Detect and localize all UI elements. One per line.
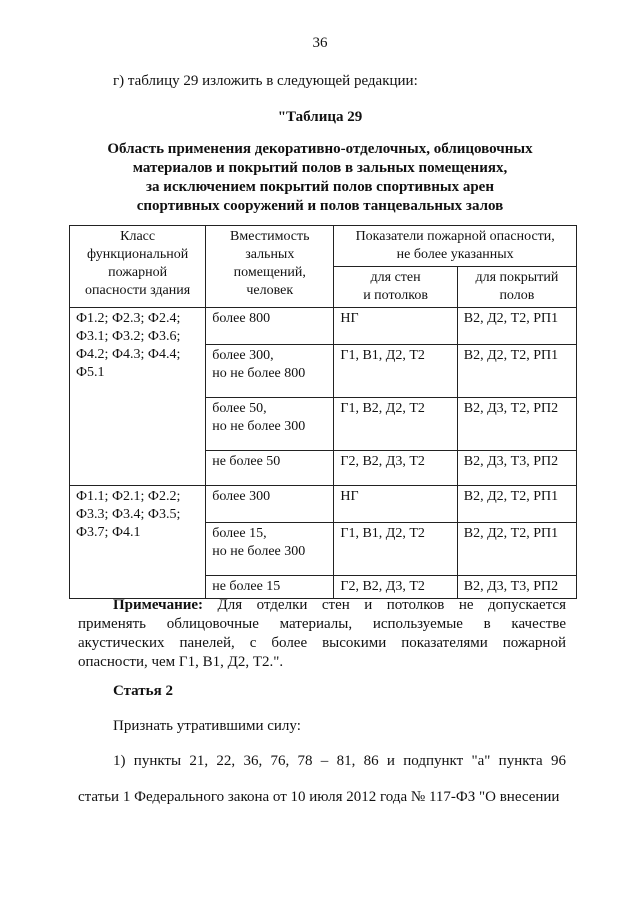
table-title-line: материалов и покрытий полов в зальных помещениях, (132, 160, 508, 176)
capacity-cell: более 300 (206, 486, 334, 523)
capacity-cell: не более 50 (206, 451, 334, 486)
floors-cell: В2, Д3, Т3, РП2 (457, 451, 576, 486)
walls-cell: Г1, В1, Д2, Т2 (334, 523, 457, 576)
table-row (70, 308, 577, 345)
intro-text: г) таблицу 29 изложить в следующей редакции: (113, 73, 418, 89)
capacity-cell: не более 15 (206, 576, 334, 599)
floors-cell: В2, Д2, Т2, РП1 (457, 523, 576, 576)
table-note: Примечание: Для отделки стен и потолков не допускается применять облицовочные материалы, используемые в качестве акустических панелей, с более высокими показателями пожарной опасности, чем Г1, В1, Д2, Т2.". (78, 597, 566, 670)
walls-cell: Г2, В2, Д3, Т2 (334, 576, 457, 599)
article-heading: Статья 2 (113, 683, 173, 699)
recognize-text: Признать утратившими силу: (113, 718, 301, 734)
table-title-line: за исключением покрытий полов спортивных арен (146, 179, 494, 195)
walls-cell: Г2, В2, Д3, Т2 (334, 451, 457, 486)
capacity-cell: более 300, но не более 800 (206, 345, 334, 398)
capacity-cell: более 800 (206, 308, 334, 345)
item1-line2: статьи 1 Федерального закона от 10 июля 2012 года № 117-ФЗ "О внесении (78, 789, 560, 805)
walls-cell: НГ (334, 308, 457, 345)
table-title-line: Область применения декоративно-отделочных, облицовочных (107, 141, 533, 157)
capacity-cell: более 50, но не более 300 (206, 398, 334, 451)
floors-cell: В2, Д2, Т2, РП1 (457, 345, 576, 398)
item1-line1: 1) пункты 21, 22, 36, 76, 78 – 81, 86 и подпункт "а" пункта 96 (113, 753, 566, 769)
table-title-line: спортивных сооружений и полов танцевальных залов (136, 198, 504, 214)
capacity-cell: более 15, но не более 300 (206, 523, 334, 576)
walls-cell: Г1, В2, Д2, Т2 (334, 398, 457, 451)
class-cell: Ф1.1; Ф2.1; Ф2.2; Ф3.3; Ф3.4; Ф3.5; Ф3.7; Ф4.1 (70, 486, 206, 599)
table-label: "Таблица 29 (277, 109, 363, 125)
fire-safety-table (69, 225, 577, 599)
header-class: Класс функциональной пожарной опасности здания (70, 226, 206, 308)
floors-cell: В2, Д2, Т2, РП1 (457, 308, 576, 345)
floors-cell: В2, Д2, Т2, РП1 (457, 486, 576, 523)
header-floors: для покрытий полов (457, 267, 576, 308)
note-label: Примечание: (113, 597, 204, 613)
walls-cell: НГ (334, 486, 457, 523)
header-walls: для стен и потолков (334, 267, 457, 308)
table-title (60, 140, 580, 216)
floors-cell: В2, Д3, Т2, РП2 (457, 398, 576, 451)
page-number: 36 (312, 35, 328, 51)
header-capacity: Вместимость зальных помещений, человек (206, 226, 334, 308)
floors-cell: В2, Д3, Т3, РП2 (457, 576, 576, 599)
header-indicators: Показатели пожарной опасности, не более указанных (334, 226, 577, 267)
class-cell: Ф1.2; Ф2.3; Ф2.4; Ф3.1; Ф3.2; Ф3.6; Ф4.2; Ф4.3; Ф4.4; Ф5.1 (70, 308, 206, 486)
table-row (70, 486, 577, 523)
walls-cell: Г1, В1, Д2, Т2 (334, 345, 457, 398)
